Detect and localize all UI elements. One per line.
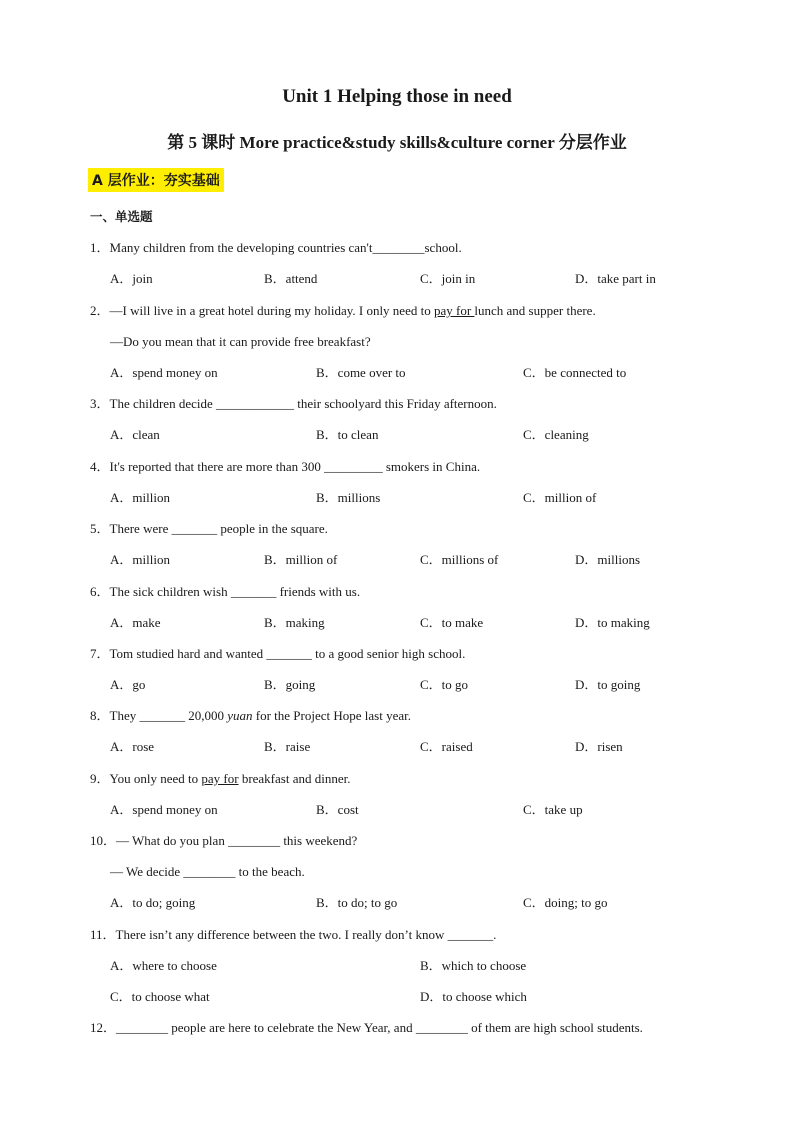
option-c[interactable]: C．million of — [523, 490, 597, 505]
option-b[interactable]: B．attend — [264, 271, 318, 286]
option-a[interactable]: A．clean — [110, 427, 160, 442]
option-d[interactable]: D．risen — [575, 739, 623, 754]
option-c[interactable]: C．join in — [420, 271, 476, 286]
underlined-phrase: pay for — [201, 771, 239, 786]
underlined-phrase: pay for — [433, 303, 475, 318]
option-c[interactable]: C．millions of — [420, 552, 499, 567]
option-a[interactable]: A．million — [110, 490, 170, 505]
option-c[interactable]: C．to choose what — [110, 989, 210, 1004]
question-number: 1． — [90, 240, 110, 255]
question-text-end: lunch and supper there. — [474, 303, 596, 318]
option-a[interactable]: A．spend money on — [110, 802, 218, 817]
option-c[interactable]: C．to make — [420, 615, 484, 630]
option-a[interactable]: A．rose — [110, 739, 155, 754]
question-9 — [90, 771, 350, 787]
question-text: The children decide ____________ their schoolyard this Friday afternoon. — [109, 396, 497, 411]
question-number: 8． — [90, 708, 110, 723]
question-number: 11． — [90, 927, 116, 942]
option-c[interactable]: C．to go — [420, 677, 469, 692]
question-7 — [90, 646, 465, 662]
question-text: There isn’t any difference between the two. I really don’t know _______. — [115, 927, 497, 942]
question-text-end: for the Project Hope last year. — [252, 708, 411, 723]
option-b[interactable]: B．to clean — [316, 427, 379, 442]
question-number: 6． — [90, 584, 110, 599]
page-subtitle: 第 5 课时 More practice&study skills&culture corner 分层作业 — [167, 133, 627, 152]
option-b[interactable]: B．to do; to go — [316, 895, 398, 910]
question-10-line2: — We decide ________ to the beach. — [110, 864, 305, 879]
question-number: 7． — [90, 646, 110, 661]
question-text: — What do you plan ________ this weekend? — [116, 833, 358, 848]
section-heading: 一、单选题 — [90, 209, 153, 224]
question-text: There were _______ people in the square. — [109, 521, 328, 536]
question-12 — [90, 1020, 643, 1036]
question-number: 4． — [90, 459, 110, 474]
option-d[interactable]: D．millions — [575, 552, 641, 567]
option-d[interactable]: D．to choose which — [420, 989, 527, 1004]
option-a[interactable]: A．make — [110, 615, 161, 630]
option-b[interactable]: B．going — [264, 677, 316, 692]
question-10 — [90, 833, 357, 849]
question-text: —I will live in a great hotel during my holiday. I only need to — [109, 303, 434, 318]
option-d[interactable]: D．to going — [575, 677, 641, 692]
option-a[interactable]: A．join — [110, 271, 153, 286]
option-b[interactable]: B．come over to — [316, 365, 406, 380]
question-5 — [90, 521, 328, 537]
option-c[interactable]: C．cleaning — [523, 427, 589, 442]
question-6 — [90, 584, 360, 600]
question-text: The sick children wish _______ friends with us. — [109, 584, 361, 599]
option-b[interactable]: B．cost — [316, 802, 359, 817]
option-a[interactable]: A．to do; going — [110, 895, 196, 910]
option-b[interactable]: B．millions — [316, 490, 381, 505]
question-2 — [90, 303, 596, 319]
question-3 — [90, 396, 497, 412]
question-number: 9． — [90, 771, 110, 786]
option-c[interactable]: C．doing; to go — [523, 895, 608, 910]
question-text: They _______ 20,000 — [109, 708, 228, 723]
page-title: Unit 1 Helping those in need — [282, 86, 512, 107]
option-a[interactable]: A．go — [110, 677, 146, 692]
option-a[interactable]: A．where to choose — [110, 958, 217, 973]
question-number: 5． — [90, 521, 110, 536]
option-c[interactable]: C．be connected to — [523, 365, 627, 380]
question-4 — [90, 459, 480, 475]
option-b[interactable]: B．which to choose — [420, 958, 527, 973]
question-number: 3． — [90, 396, 110, 411]
option-d[interactable]: D．to making — [575, 615, 650, 630]
question-number: 12． — [90, 1020, 117, 1035]
option-a[interactable]: A．million — [110, 552, 170, 567]
question-text: ________ people are here to celebrate the New Year, and ________ of them are high school students. — [116, 1020, 643, 1035]
option-b[interactable]: B．raise — [264, 739, 311, 754]
question-8 — [90, 708, 411, 724]
question-number: 10． — [90, 833, 117, 848]
option-b[interactable]: B．making — [264, 615, 325, 630]
option-d[interactable]: D．take part in — [575, 271, 656, 286]
question-11 — [90, 927, 496, 943]
question-text: Tom studied hard and wanted _______ to a good senior high school. — [109, 646, 466, 661]
question-1 — [90, 240, 462, 256]
question-text: You only need to — [109, 771, 202, 786]
section-tag: A 层作业：夯实基础 — [88, 168, 224, 192]
question-text-end: breakfast and dinner. — [238, 771, 351, 786]
question-number: 2． — [90, 303, 110, 318]
question-text: Many children from the developing countries can't________school. — [109, 240, 462, 255]
option-c[interactable]: C．raised — [420, 739, 473, 754]
option-a[interactable]: A．spend money on — [110, 365, 218, 380]
question-2-line2: —Do you mean that it can provide free breakfast? — [110, 334, 371, 349]
option-c[interactable]: C．take up — [523, 802, 583, 817]
option-b[interactable]: B．million of — [264, 552, 338, 567]
question-text: It's reported that there are more than 300 _________ smokers in China. — [109, 459, 481, 474]
italic-word: yuan — [227, 708, 253, 723]
